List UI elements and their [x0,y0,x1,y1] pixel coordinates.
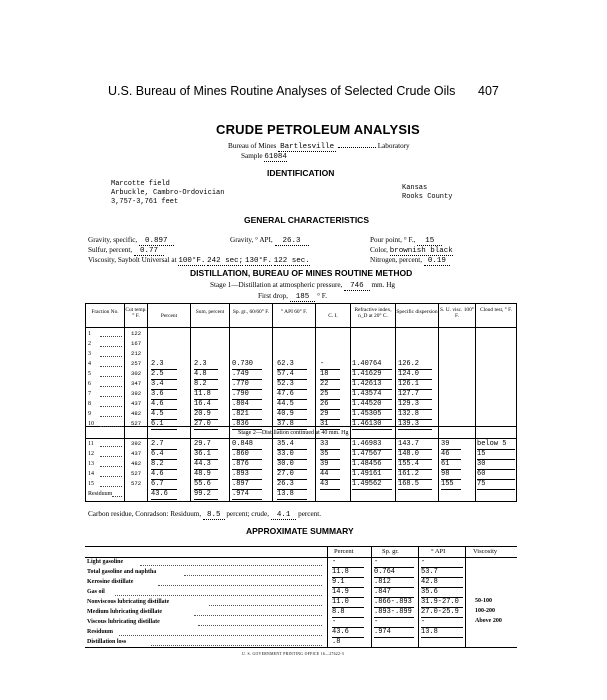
cell-cut: 347 [131,380,142,387]
nitrogen-value: 0.19 [424,257,450,266]
table-divider [438,303,439,501]
cell-sd: 139.3 [398,420,420,428]
cell-api: 44.5 [277,400,294,408]
cell-sd: 132.8 [398,410,420,418]
cell-cut: 437 [131,400,142,407]
summary-cell-pct: 8.8 [332,608,345,616]
cell-cut: 482 [131,410,142,417]
id-field: Marcotte field [111,180,170,188]
summary-col-percent: Percent [334,548,354,555]
summary-col-spgr: Sp. gr. [382,548,399,555]
summary-row-name: Viscous lubricating distillate [87,619,160,625]
cell-cut: 527 [131,470,142,477]
carbon-residue-line: Carbon residue, Conradson: Residuum, 8.5 percent; crude, 4.1 percent. [88,510,322,519]
cell-sum: 44.3 [194,460,211,468]
pour-point-row: Pour point, ° F., 15 [370,236,442,245]
cell-sd: 126.2 [398,360,420,368]
cell-ri: 1.49562 [352,480,382,488]
cell-sd: 155.4 [398,460,420,468]
cell-ri: 1.43574 [352,390,382,398]
sample-line [241,152,287,161]
cell-pct: 4.5 [151,410,164,418]
table-divider [85,303,86,501]
cell-spgr: .893 [232,470,249,478]
summary-cell-visc: Above 200 [475,618,502,624]
fraction-number: 3 [88,351,91,357]
cell-sum: 20.9 [194,410,211,418]
cell-api: 62.3 [277,360,294,368]
identification-heading: IDENTIFICATION [267,168,335,178]
gravity-api-row: Gravity, ° API, 26.3 [230,236,309,245]
cell-ri: 1.40764 [352,360,382,368]
fraction-number: 13 [88,461,94,467]
cell-ci: 35 [320,450,329,458]
cell-cloud: 30 [477,460,486,468]
summary-cell-pct: 9.1 [332,578,345,586]
summary-cell-api: 27.0-25.9 [421,608,459,616]
cell-visc: 39 [441,440,450,448]
summary-cell-spgr: - [374,618,379,626]
fraction-number: 11 [88,441,94,447]
cell-ri: 1.46130 [352,420,382,428]
pour-point-value: 15 [417,237,442,246]
cell-sd: 124.0 [398,370,420,378]
fraction-number: 15 [88,481,94,487]
cell-ci: 25 [320,390,329,398]
cell-api: 13.8 [277,490,294,498]
viscosity-row: Viscosity, Saybolt Universal at 100°F. 242 sec; 130°F. 122 sec. [88,256,310,265]
summary-cell-spgr: .847 [374,588,391,596]
summary-row-name: Distillation loss [87,639,127,645]
cell-api: 37.8 [277,420,294,428]
cell-sum: 8.2 [194,380,207,388]
distillation-heading: DISTILLATION, BUREAU OF MINES ROUTINE METHOD [190,268,413,278]
gravity-specific-row: Gravity, specific, 0.897 [88,236,174,245]
fraction-number: 2 [88,341,91,347]
cell-cloud: 75 [477,480,486,488]
cell-cut: 212 [131,350,142,357]
viscosity-temp1: 100°F. [178,257,206,265]
cell-cut: 572 [131,480,142,487]
table-divider [147,303,148,501]
footer-printer: U. S. GOVERNMENT PRINTING OFFICE 16—27622-3 [242,652,344,656]
cell-sum: 29.7 [194,440,211,448]
sulfur-row: Sulfur, percent, 0.77 [88,246,164,255]
cell-visc: 46 [441,450,450,458]
cell-spgr: .749 [232,370,249,378]
table-divider [229,303,230,501]
general-heading: GENERAL CHARACTERISTICS [244,215,369,225]
cell-api: 33.0 [277,450,294,458]
summary-cell-pct: - [332,558,337,566]
table-divider [350,303,351,501]
cell-spgr: 0.848 [232,440,254,448]
summary-cell-spgr: .812 [374,578,391,586]
doc-title: CRUDE PETROLEUM ANALYSIS [216,122,420,137]
cell-sd: 148.0 [398,450,420,458]
cell-cut: 257 [131,360,142,367]
cell-ri: 1.47567 [352,450,382,458]
cell-pct: 4.6 [151,470,164,478]
cell-cut: 392 [131,390,142,397]
cell-ri: 1.46983 [352,440,382,448]
summary-cell-pct: .8 [332,638,341,646]
summary-cell-spgr: .974 [374,628,391,636]
cell-spgr: .804 [232,400,249,408]
viscosity-val2: 122 sec. [273,257,310,265]
summary-row-name: Total gasoline and naphtha [87,569,157,575]
cell-sum: 36.1 [194,450,211,458]
summary-cell-spgr: .866-.893 [374,598,412,606]
summary-row-name: Residuum [87,629,114,635]
cell-api: 47.6 [277,390,294,398]
summary-cell-api: 35.6 [421,588,438,596]
cell-pct: 6.7 [151,480,164,488]
cell-visc: 155 [441,480,454,488]
summary-cell-pct: 43.6 [332,628,349,636]
cell-api: 40.9 [277,410,294,418]
col-cut: Cut temp. ° F. [125,307,147,319]
fraction-number: 10 [88,421,94,427]
cell-pct: 2.3 [151,360,164,368]
fraction-number: 5 [88,371,91,377]
id-formation: Arbuckle, Cambro-Ordovician [111,189,225,197]
first-drop-value: 185 [290,293,316,302]
summary-cell-pct: 11.8 [332,568,349,576]
fraction-number: 8 [88,401,91,407]
cell-cut: 302 [131,370,142,377]
cell-spgr: .790 [232,390,249,398]
col-cloud: Cloud test, ° F. [479,307,513,313]
summary-col-api: ° API [431,548,446,555]
cell-ci: 26 [320,400,329,408]
cell-visc: 98 [441,470,450,478]
cell-cut: 527 [131,420,142,427]
cell-spgr: .836 [232,420,249,428]
id-state: Kansas [402,184,428,192]
col-ri: Refractive index, n_D at 20° C. [354,307,392,319]
summary-cell-pct: 14.9 [332,588,349,596]
lab-line [228,142,410,151]
col-sd: Specific dispersion [396,309,438,315]
viscosity-temp2: 130°F. [244,257,272,265]
summary-col-viscosity: Viscosity [473,548,498,555]
running-header-title: U.S. Bureau of Mines Routine Analyses of Selected Crude Oils [108,84,456,98]
stage1-line: Stage 1—Distillation at atmospheric pressure, 746 mm. Hg [210,281,396,290]
cell-cut: 482 [131,460,142,467]
cell-pct: 6.4 [151,450,164,458]
cell-ci: 44 [320,470,329,478]
col-sum: Sum, percent [195,309,225,315]
cell-cloud: below 5 [477,440,507,448]
cell-sum: 4.8 [194,370,207,378]
cell-cut: 122 [131,330,142,337]
table-divider [272,303,273,501]
stage2-line: Stage 2—Distillation continued at 40 mm. Hg [238,430,349,436]
cell-api: 57.4 [277,370,294,378]
table-divider [475,303,476,501]
color-row: Color, brownish black [370,246,453,255]
cell-ri: 1.42613 [352,380,382,388]
summary-cell-pct: 11.0 [332,598,349,606]
cell-ci: 39 [320,460,329,468]
cell-sum: 55.6 [194,480,211,488]
col-api: ° API 60° F. [280,309,308,315]
cell-spgr: .821 [232,410,249,418]
cell-ri: 1.48456 [352,460,382,468]
cell-pct: 4.6 [151,400,164,408]
fraction-number: 12 [88,451,94,457]
summary-row-name: Medium lubricating distillate [87,609,162,615]
summary-cell-spgr: 0.764 [374,568,396,576]
cell-ri: 1.49161 [352,470,382,478]
fraction-number: 6 [88,381,91,387]
lab-name: Bartlesville [280,143,335,151]
summary-cell-spgr: .893-.899 [374,608,412,616]
fraction-number: 9 [88,411,91,417]
id-county: Rooks County [402,193,453,201]
carbon-residue-residuum: 8.5 [203,511,225,520]
col-fraction: Fraction No. [91,309,119,315]
cell-pct: 6.1 [151,420,164,428]
cell-sd: 127.7 [398,390,420,398]
first-drop-line: First drop, 185 ° F. [258,292,327,301]
cell-cut: 392 [131,440,142,447]
table-divider [315,303,316,501]
page-number: 407 [478,84,499,98]
table-divider [516,303,517,501]
cell-api: 35.4 [277,440,294,448]
summary-cell-visc: 100-200 [475,608,495,614]
lab-prefix: Bureau of Mines [228,142,277,150]
cell-ci: 22 [320,380,329,388]
cell-api: 52.3 [277,380,294,388]
cell-spgr: .770 [232,380,249,388]
fraction-number: Residuum [88,491,113,497]
cell-sd: 168.5 [398,480,420,488]
summary-cell-api: 42.8 [421,578,438,586]
sample-number: 61084 [264,153,287,161]
table-divider [190,303,191,501]
cell-sd: 161.2 [398,470,420,478]
summary-cell-api: 31.9-27.0 [421,598,459,606]
summary-cell-api: - [421,618,426,626]
summary-cell-api: 53.7 [421,568,438,576]
summary-row-name: Light gasoline [87,559,124,565]
cell-spgr: .860 [232,450,249,458]
col-visc: S. U. visc. 100° F. [440,307,474,319]
col-spgr: Sp. gr., 60/60° F. [232,309,270,315]
cell-sum: 99.2 [194,490,211,498]
cell-pct: 3.4 [151,380,164,388]
table-divider [395,303,396,501]
cell-spgr: 0.730 [232,360,254,368]
summary-heading: APPROXIMATE SUMMARY [246,526,354,536]
summary-row-name: Nonviscous lubricating distillate [87,599,170,605]
cell-ci: 29 [320,410,329,418]
cell-api: 27.0 [277,470,294,478]
fraction-number: 1 [88,331,91,337]
gravity-api-value: 26.3 [275,237,309,246]
fraction-number: 7 [88,391,91,397]
summary-cell-visc: 50-100 [475,598,492,604]
cell-api: 26.3 [277,480,294,488]
cell-sum: 48.9 [194,470,211,478]
fraction-number: 4 [88,361,91,367]
color-value: brownish black [389,247,453,255]
cell-spgr: .974 [232,490,249,498]
summary-row-name: Gas oil [87,589,105,595]
cell-pct: 2.5 [151,370,164,378]
gravity-specific-value: 0.897 [139,237,174,246]
cell-cloud: 15 [477,450,486,458]
cell-cloud: 60 [477,470,486,478]
id-depth: 3,757-3,761 feet [111,198,179,206]
cell-sum: 27.0 [194,420,211,428]
lab-suffix: Laboratory [377,142,410,150]
carbon-residue-crude: 4.1 [271,511,297,520]
cell-cut: 437 [131,450,142,457]
cell-ci: 31 [320,420,329,428]
col-ci: C. I. [328,313,338,319]
cell-ci: 33 [320,440,329,448]
cell-cut: 167 [131,340,142,347]
fraction-number: 14 [88,471,94,477]
cell-sd: 126.1 [398,380,420,388]
cell-ci: 18 [320,370,329,378]
cell-ci: 43 [320,480,329,488]
nitrogen-row: Nitrogen, percent, 0.19 [370,256,450,265]
cell-pct: 2.7 [151,440,164,448]
summary-cell-api: 13.8 [421,628,438,636]
cell-ri: 1.45305 [352,410,382,418]
table-divider [124,303,125,501]
cell-sd: 143.7 [398,440,420,448]
cell-sum: 11.8 [194,390,211,398]
cell-visc: 61 [441,460,450,468]
summary-cell-api: - [421,558,426,566]
cell-sum: 2.3 [194,360,207,368]
cell-ri: 1.41629 [352,370,382,378]
pressure-value: 746 [344,282,370,291]
cell-sd: 129.3 [398,400,420,408]
summary-row-name: Kerosine distillate [87,579,134,585]
sulfur-value: 0.77 [134,247,164,256]
cell-ci: - [320,360,325,368]
cell-spgr: .876 [232,460,249,468]
cell-pct: 3.6 [151,390,164,398]
viscosity-val1: 242 sec; [207,257,244,265]
summary-cell-spgr: - [374,558,379,566]
cell-api: 30.0 [277,460,294,468]
summary-cell-pct: - [332,618,337,626]
cell-pct: 8.2 [151,460,164,468]
cell-sum: 16.4 [194,400,211,408]
col-percent: Percent [160,313,178,319]
cell-pct: 43.6 [151,490,168,498]
cell-spgr: .897 [232,480,249,488]
cell-ri: 1.44520 [352,400,382,408]
sample-label: Sample [241,152,263,160]
